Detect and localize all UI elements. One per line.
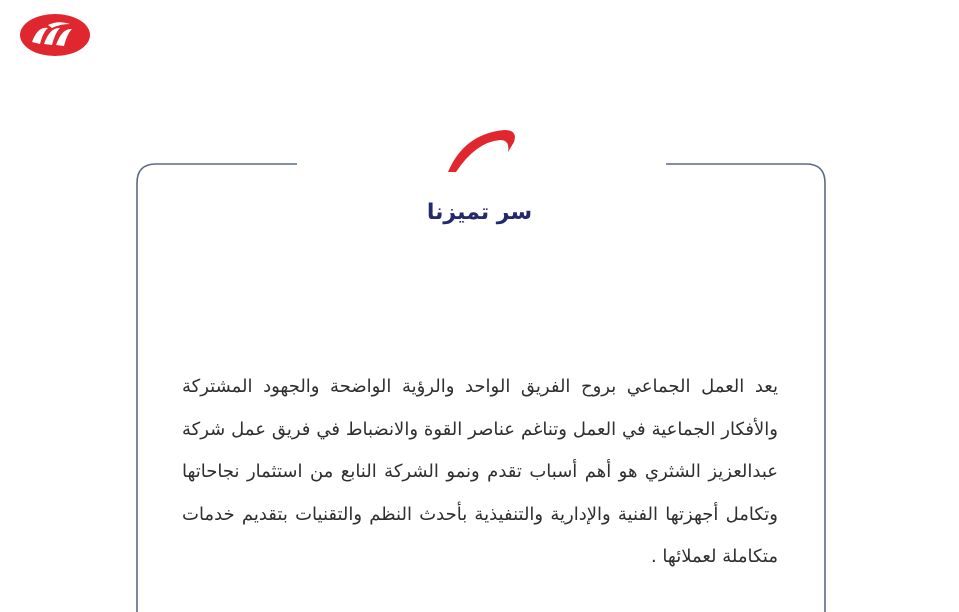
section-paragraph: يعد العمل الجماعي بروح الفريق الواحد والرؤية الواضحة والجهود المشتركة والأفكار الجماعية في العمل وتناغم عناصر القوة والانضباط في فريق عمل شركة عبدالعزيز الشثري هو أهم أسباب تقدم ونمو الشركة النابع من استثمار نجاحاتها وتكامل أجهزتها الفنية والإدارية والتنفيذية بأحدث النظم والتقنيات بتقديم خدمات متكاملة لعملائها . bbox=[182, 376, 778, 567]
brand-logo-icon[interactable] bbox=[18, 12, 92, 58]
swoosh-icon bbox=[446, 128, 516, 174]
section-title: سر تميزنا bbox=[426, 200, 533, 225]
